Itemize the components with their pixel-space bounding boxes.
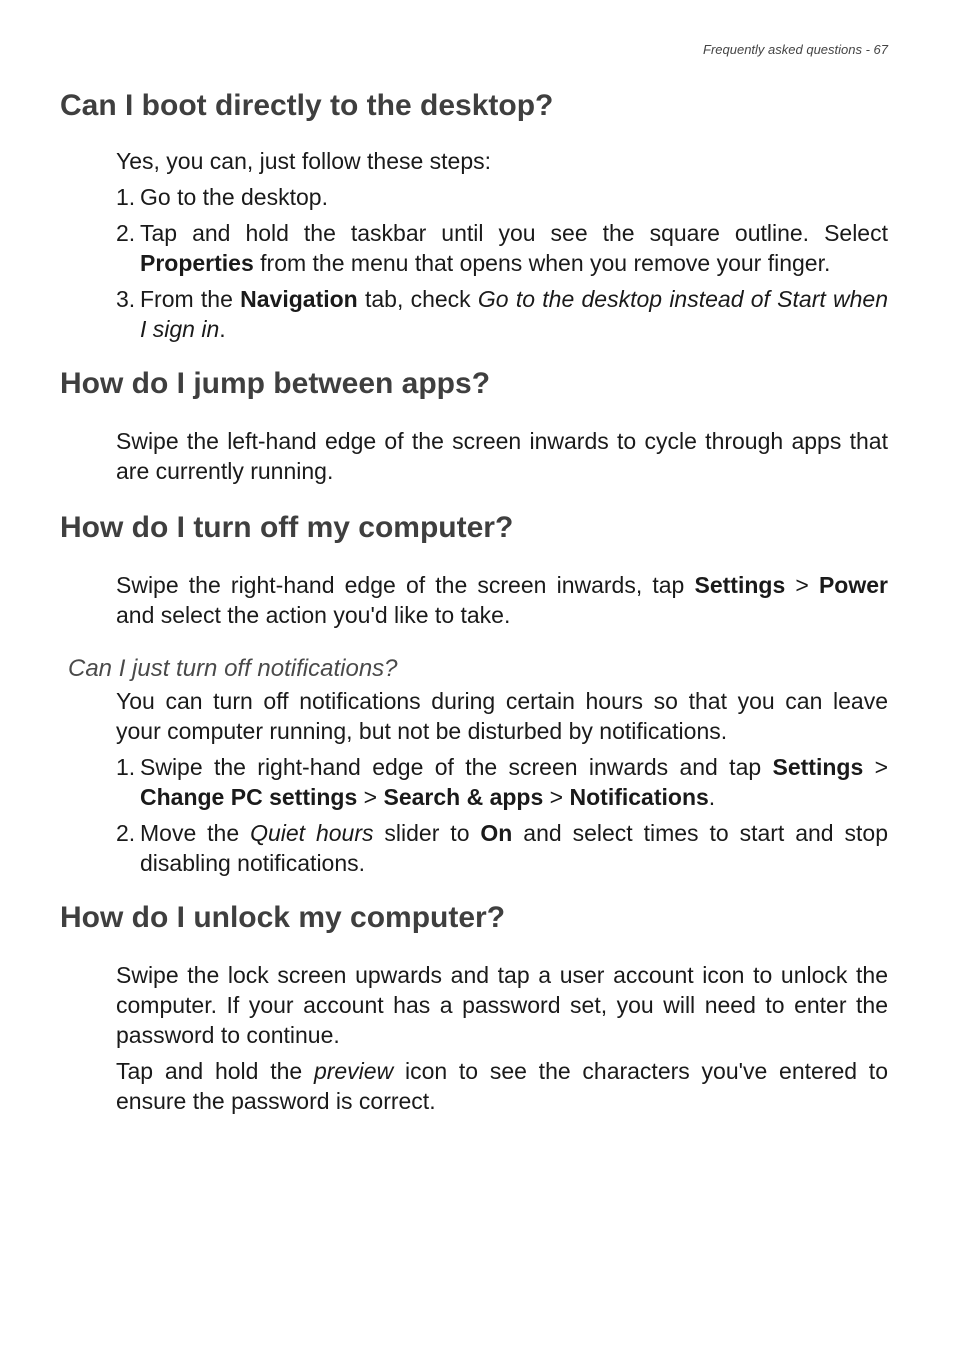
turnoff-text-pre: Swipe the right-hand edge of the screen inwards, tap (116, 572, 695, 598)
step-text-post: . (219, 316, 226, 342)
step-text-post: and select times to start and stop disabling notifications. (140, 820, 888, 876)
page-content (60, 84, 888, 1122)
heading-jump-between-apps: How do I jump between apps? (60, 367, 491, 400)
separator: > (785, 572, 819, 598)
jump-body (116, 426, 888, 486)
unlock-para-1: Swipe the lock screen upwards and tap a user account icon to unlock the computer. If your account has a password set, you will need to enter the password to continue. (116, 962, 888, 1048)
term-power: Power (818, 572, 888, 598)
heading-turn-off-computer: How do I turn off my computer? (60, 511, 514, 544)
step-text-pre: Move the (140, 820, 251, 846)
term-notifications: Notifications (569, 784, 709, 810)
separator: > (863, 754, 889, 780)
notifications-steps-list (116, 752, 888, 878)
term-quiet-hours: Quiet hours (250, 820, 374, 846)
term-change-pc-settings: Change PC settings (140, 784, 358, 810)
subheading-turn-off-notifications: Can I just turn off notifications? (68, 655, 398, 682)
term-on: On (480, 820, 513, 846)
term-settings: Settings (772, 754, 864, 780)
list-item (116, 182, 888, 212)
unlock-para-2 (116, 1056, 888, 1116)
notifications-intro: You can turn off notifications during certain hours so that you can leave your computer running, but not be disturbed by notifications. (116, 688, 888, 744)
term-preview: preview (313, 1058, 394, 1084)
step-number: 3. (116, 286, 136, 312)
step-text-mid: slider to (373, 820, 481, 846)
running-header: Frequently asked questions - 67 (703, 42, 888, 57)
step-text-pre: Swipe the right-hand edge of the screen inwards and tap (140, 754, 773, 780)
step-text-mid: tab, check (357, 286, 478, 312)
list-item (116, 752, 888, 812)
boot-body (116, 146, 888, 344)
turnoff-body (116, 570, 888, 630)
section-jump-between-apps (60, 362, 888, 486)
term-search-and-apps: Search & apps (383, 784, 544, 810)
heading-unlock-computer: How do I unlock my computer? (60, 901, 506, 934)
turnoff-text-post: and select the action you'd like to take. (116, 602, 511, 628)
separator: > (357, 784, 384, 810)
step-text-pre: From the (140, 286, 241, 312)
step-number: 2. (116, 820, 136, 846)
term-properties: Properties (140, 250, 254, 276)
section-spacer (60, 884, 888, 896)
section-boot-to-desktop (60, 84, 888, 344)
section-spacer (60, 350, 888, 362)
heading-boot-to-desktop: Can I boot directly to the desktop? (60, 89, 554, 122)
term-settings: Settings (694, 572, 786, 598)
list-item (116, 218, 888, 278)
unlock-para-2-pre: Tap and hold the (116, 1058, 314, 1084)
step-text-post: from the menu that opens when you remove your finger. (253, 250, 831, 276)
step-number: 2. (116, 220, 136, 246)
option-desktop-instead-of-start: Go to the desktop instead of Start when I sign in (140, 286, 888, 342)
subsection-spacer (60, 636, 888, 654)
boot-steps-list (116, 182, 888, 344)
section-spacer (60, 492, 888, 506)
boot-intro: Yes, you can, just follow these steps: (116, 148, 492, 174)
unlock-para-2-post: icon to see the characters you've entered to ensure the password is correct. (116, 1058, 888, 1114)
list-item (116, 284, 888, 344)
section-unlock-computer (60, 896, 888, 1116)
turnoff-text (116, 570, 888, 630)
step-number: 1. (116, 184, 136, 210)
section-turn-off-computer (60, 506, 888, 878)
step-text-post: . (708, 784, 716, 810)
term-navigation: Navigation (240, 286, 358, 312)
separator: > (543, 784, 570, 810)
list-item (116, 818, 888, 878)
step-text: Go to the desktop. (140, 184, 328, 210)
notifications-body (116, 686, 888, 878)
unlock-body (116, 960, 888, 1116)
step-number: 1. (116, 754, 136, 780)
jump-text: Swipe the left-hand edge of the screen inwards to cycle through apps that are currently running. (116, 428, 888, 484)
step-text-pre: Tap and hold the taskbar until you see the square outline. Select (140, 220, 888, 246)
